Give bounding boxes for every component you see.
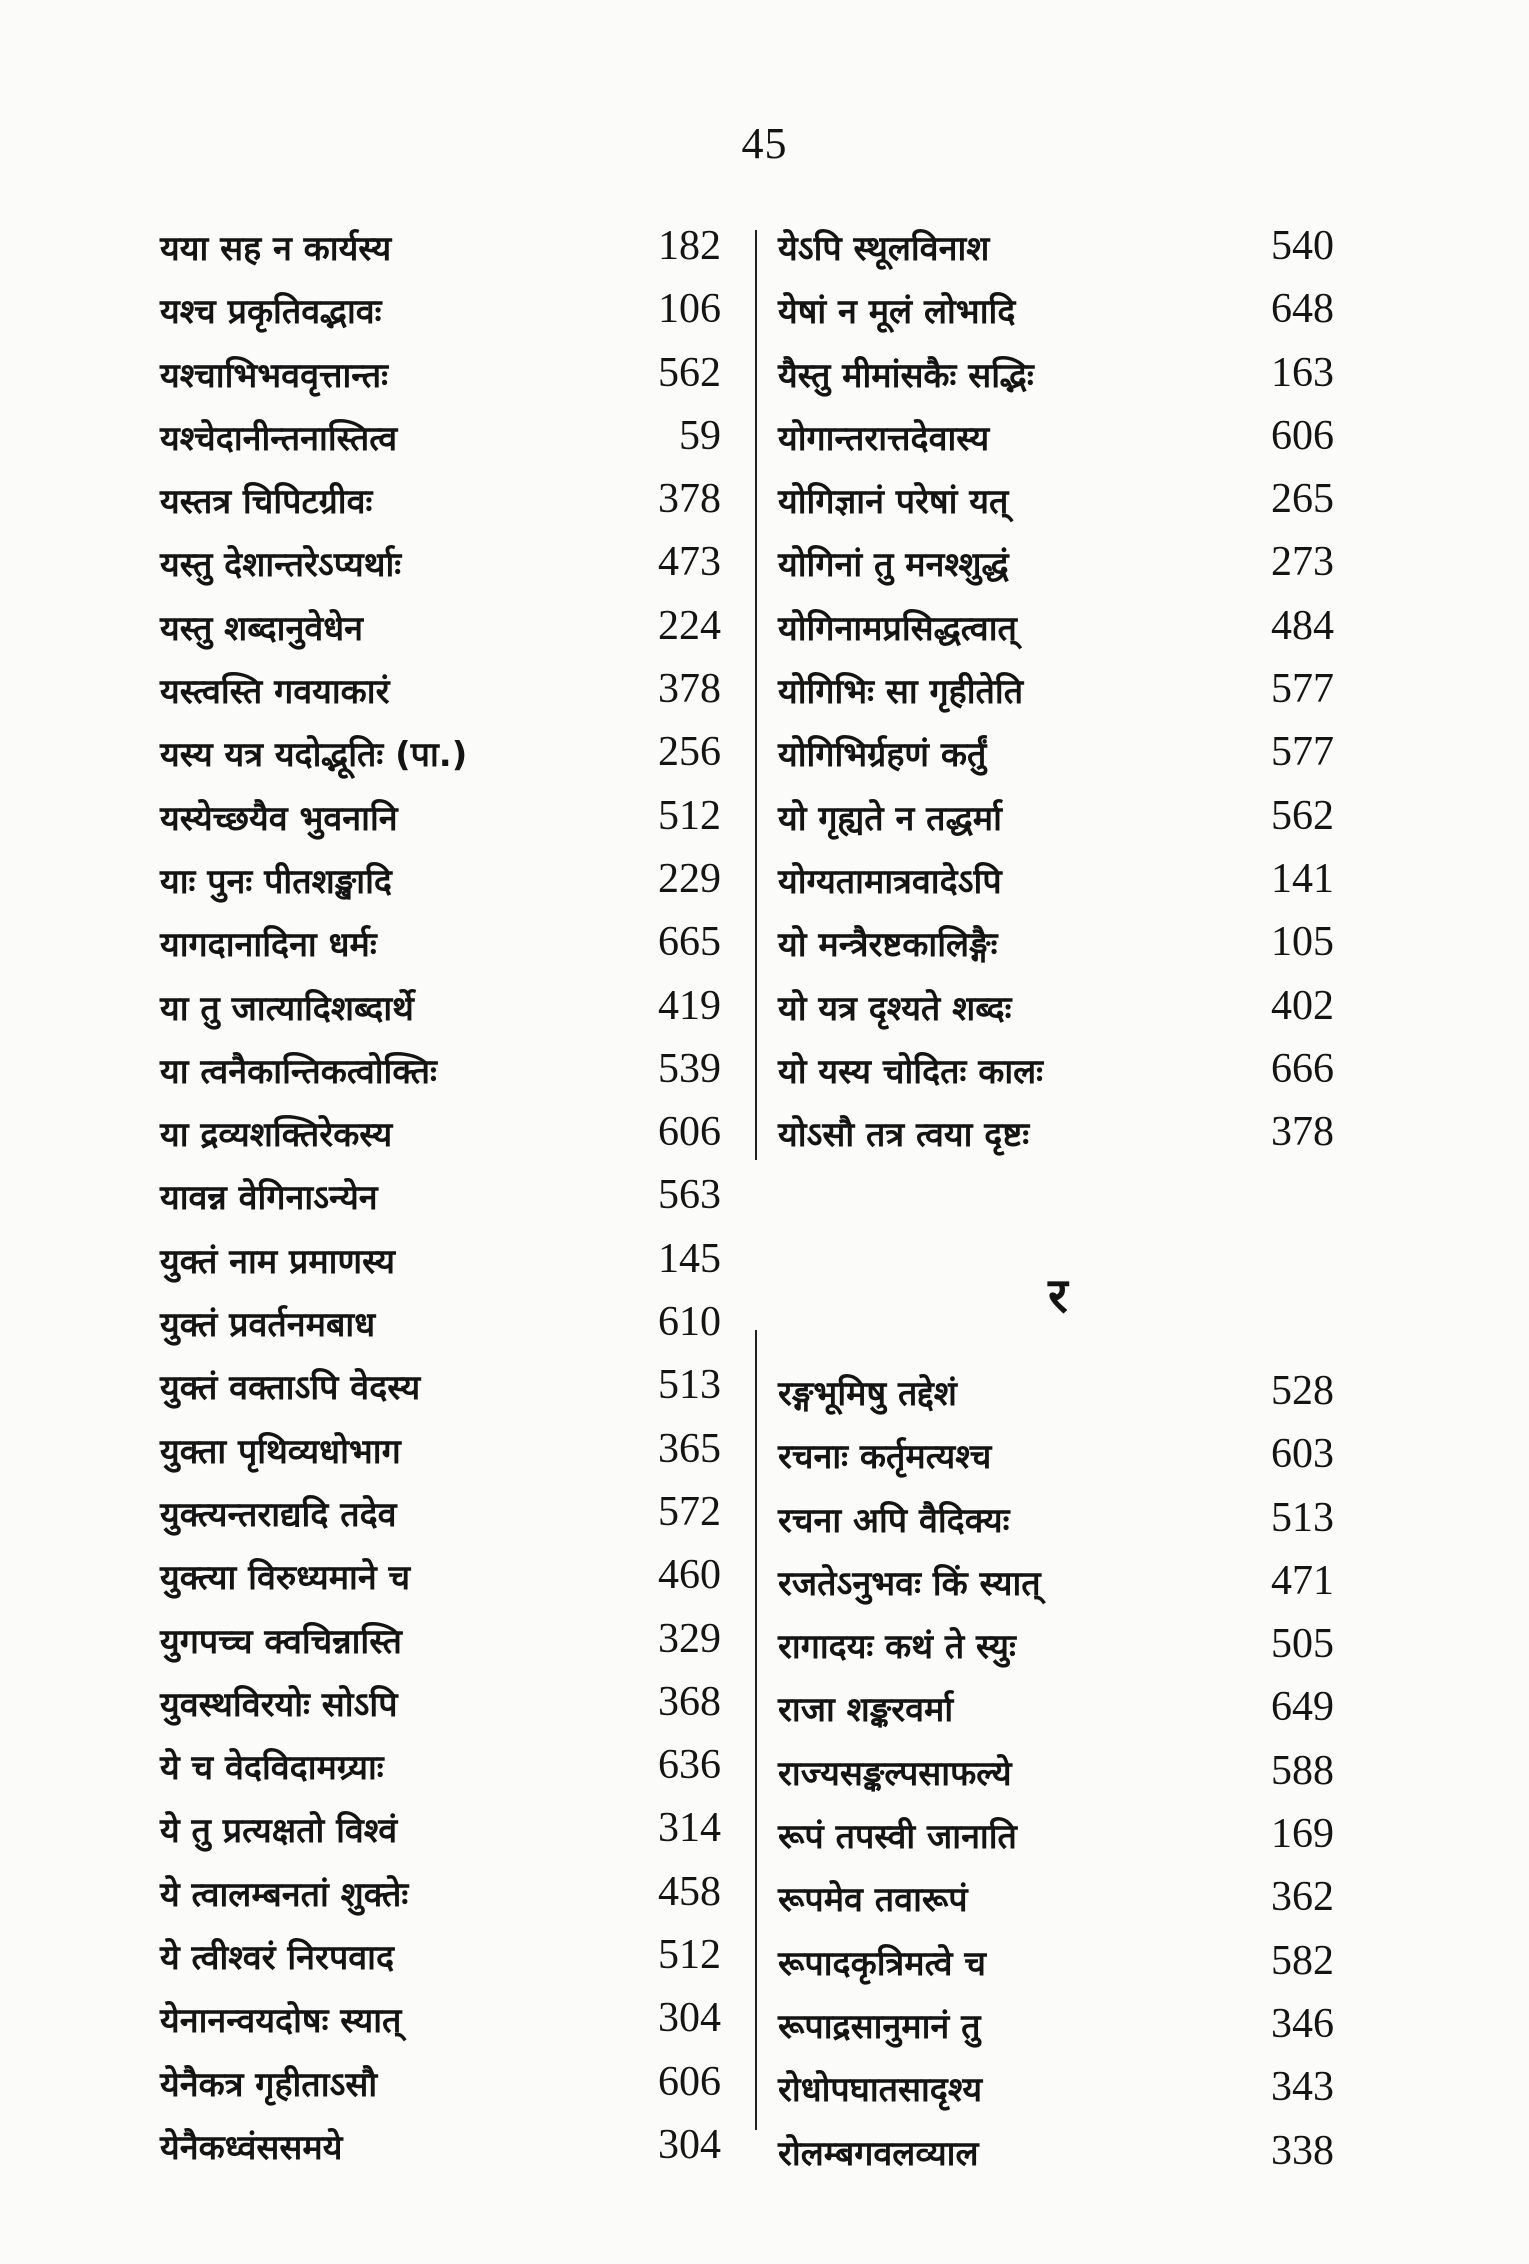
entry-text: योऽसौ तत्र त्वया दृष्टः bbox=[778, 1115, 1030, 1156]
entry-text: यस्येच्छयैव भुवनानि bbox=[160, 798, 398, 839]
index-entry bbox=[160, 1864, 725, 1927]
entry-page-number: 229 bbox=[658, 855, 721, 902]
index-entry bbox=[778, 1363, 1338, 1426]
index-entry bbox=[160, 1484, 725, 1547]
entry-page-number: 182 bbox=[658, 223, 721, 269]
index-entry bbox=[160, 851, 725, 914]
entry-text: या द्रव्यशक्तिरेकस्य bbox=[160, 1115, 393, 1156]
entry-page-number: 582 bbox=[1271, 1937, 1334, 1984]
entry-text: योगिभिः सा गृहीतेति bbox=[778, 672, 1024, 713]
entry-text: योगिनामप्रसिद्धत्वात् bbox=[778, 608, 1017, 649]
index-entry bbox=[778, 1679, 1338, 1742]
entry-text: राजा शङ्करवर्मा bbox=[778, 1690, 954, 1731]
index-entry bbox=[160, 2054, 725, 2117]
index-entry bbox=[778, 851, 1338, 914]
entry-text: येषां न मूलं लोभादि bbox=[778, 292, 1016, 333]
entry-page-number: 528 bbox=[1271, 1368, 1334, 1414]
index-entry bbox=[778, 2059, 1338, 2122]
right-index-column-lower bbox=[778, 1363, 1338, 2186]
entry-page-number: 513 bbox=[658, 1362, 721, 1409]
entry-text: येनैकध्वंससमये bbox=[160, 2127, 343, 2168]
entry-page-number: 365 bbox=[658, 1425, 721, 1472]
entry-text: यस्तत्र चिपिटग्रीवः bbox=[160, 482, 373, 523]
entry-page-number: 362 bbox=[1271, 1874, 1334, 1921]
entry-page-number: 606 bbox=[658, 1109, 721, 1156]
index-entry bbox=[160, 1611, 725, 1674]
index-entry bbox=[778, 281, 1338, 344]
entry-page-number: 562 bbox=[1271, 792, 1334, 839]
entry-page-number: 59 bbox=[679, 412, 721, 459]
index-entry bbox=[778, 1933, 1338, 1996]
index-entry bbox=[778, 1490, 1338, 1553]
entry-text: येऽपि स्थूलविनाश bbox=[778, 229, 990, 269]
entry-page-number: 512 bbox=[658, 1932, 721, 1979]
page-number: 45 bbox=[741, 119, 788, 168]
entry-text: रजतेऽनुभवः किं स्यात् bbox=[778, 1563, 1041, 1604]
entry-page-number: 378 bbox=[1271, 1109, 1334, 1156]
entry-text: या तु जात्यादिशब्दार्थे bbox=[160, 988, 414, 1029]
entry-text: रचना अपि वैदिक्यः bbox=[778, 1500, 1010, 1541]
index-entry bbox=[778, 1041, 1338, 1104]
entry-text: ये तु प्रत्यक्षतो विश्वं bbox=[160, 1811, 398, 1852]
entry-text: यो मन्त्रैरष्टकालिङ्गैः bbox=[778, 925, 998, 966]
entry-page-number: 563 bbox=[658, 1172, 721, 1219]
entry-text: रागादयः कथं ते स्युः bbox=[778, 1627, 1016, 1668]
entry-text: राज्यसङ्कल्पसाफल्ये bbox=[778, 1753, 1012, 1794]
entry-page-number: 304 bbox=[658, 1995, 721, 2042]
index-entry bbox=[778, 471, 1338, 534]
entry-page-number: 273 bbox=[1271, 539, 1334, 586]
entry-page-number: 666 bbox=[1271, 1045, 1334, 1092]
index-entry bbox=[160, 788, 725, 851]
entry-page-number: 256 bbox=[658, 729, 721, 776]
index-entry bbox=[160, 1800, 725, 1863]
entry-text: येनैकत्र गृहीताऽसौ bbox=[160, 2064, 378, 2105]
entry-page-number: 163 bbox=[1271, 349, 1334, 396]
entry-page-number: 105 bbox=[1271, 919, 1334, 966]
entry-page-number: 368 bbox=[658, 1678, 721, 1725]
entry-text: यावन्न वेगिनाऽन्येन bbox=[160, 1178, 378, 1219]
entry-text: ये त्वीश्वरं निरपवाद bbox=[160, 1938, 395, 1979]
entry-page-number: 665 bbox=[658, 919, 721, 966]
index-entry bbox=[160, 281, 725, 344]
entry-text: योगान्तरात्तदेवास्य bbox=[778, 418, 990, 459]
entry-page-number: 603 bbox=[1271, 1431, 1334, 1478]
index-entry bbox=[160, 1041, 725, 1104]
entry-text: यया सह न कार्यस्य bbox=[160, 229, 392, 269]
entry-page-number: 106 bbox=[658, 286, 721, 333]
index-entry bbox=[778, 1806, 1338, 1869]
index-entry bbox=[160, 471, 725, 534]
entry-page-number: 346 bbox=[1271, 2000, 1334, 2047]
entry-text: यस्त्वस्ति गवयाकारं bbox=[160, 672, 390, 713]
index-entry bbox=[160, 534, 725, 597]
entry-page-number: 505 bbox=[1271, 1621, 1334, 1668]
entry-text: यस्तु देशान्तरेऽप्यर्थाः bbox=[160, 545, 402, 586]
column-divider bbox=[755, 1330, 757, 2130]
entry-page-number: 471 bbox=[1271, 1557, 1334, 1604]
entry-page-number: 636 bbox=[658, 1742, 721, 1789]
index-entry bbox=[160, 2117, 725, 2180]
index-entry bbox=[778, 914, 1338, 977]
index-entry bbox=[160, 1674, 725, 1737]
entry-page-number: 304 bbox=[658, 2121, 721, 2168]
index-entry bbox=[160, 1357, 725, 1420]
index-entry bbox=[778, 534, 1338, 597]
index-entry bbox=[160, 1294, 725, 1357]
entry-text: यस्तु शब्दानुवेधेन bbox=[160, 608, 364, 649]
entry-text: योग्यतामात्रवादेऽपि bbox=[778, 861, 1002, 902]
entry-text: यो यत्र दृश्यते शब्दः bbox=[778, 988, 1012, 1029]
entry-text: यश्चेदानीन्तनास्तित्व bbox=[160, 418, 398, 459]
entry-text: याः पुनः पीतशङ्खादि bbox=[160, 861, 392, 902]
index-entry bbox=[160, 1737, 725, 1800]
index-entry bbox=[778, 408, 1338, 471]
index-entry bbox=[778, 1426, 1338, 1489]
entry-page-number: 562 bbox=[658, 349, 721, 396]
entry-text: यैस्तु मीमांसकैः सद्भिः bbox=[778, 355, 1034, 396]
entry-text: युक्तं वक्ताऽपि वेदस्य bbox=[160, 1368, 421, 1409]
entry-text: रूपादकृत्रिमत्वे च bbox=[778, 1943, 986, 1984]
index-entry bbox=[778, 724, 1338, 787]
entry-page-number: 577 bbox=[1271, 729, 1334, 776]
entry-text: रूपमेव तवारूपं bbox=[778, 1880, 968, 1921]
index-entry bbox=[160, 408, 725, 471]
index-entry bbox=[160, 1104, 725, 1167]
right-index-column-upper bbox=[778, 218, 1338, 1167]
entry-text: रूपं तपस्वी जानाति bbox=[778, 1817, 1017, 1858]
entry-page-number: 648 bbox=[1271, 286, 1334, 333]
entry-page-number: 610 bbox=[658, 1299, 721, 1346]
entry-page-number: 224 bbox=[658, 602, 721, 649]
entry-text: या त्वनैकान्तिकत्वोक्तिः bbox=[160, 1051, 437, 1092]
entry-page-number: 572 bbox=[658, 1488, 721, 1535]
entry-text: यस्य यत्र यदोद्भूतिः (पा.) bbox=[160, 735, 468, 776]
index-entry bbox=[160, 218, 725, 281]
entry-page-number: 513 bbox=[1271, 1494, 1334, 1541]
entry-text: योगिज्ञानं परेषां यत् bbox=[778, 482, 1009, 523]
index-entry bbox=[160, 1167, 725, 1230]
index-entry bbox=[778, 345, 1338, 408]
entry-text: युक्ता पृथिव्यधोभाग bbox=[160, 1431, 401, 1472]
entry-text: युवस्थविरयोः सोऽपि bbox=[160, 1684, 398, 1725]
entry-text: युगपच्च क्वचिन्नास्ति bbox=[160, 1621, 402, 1662]
entry-text: योगिनां तु मनश्शुद्धं bbox=[778, 545, 1009, 586]
entry-page-number: 141 bbox=[1271, 855, 1334, 902]
entry-text: रूपाद्रसानुमानं तु bbox=[778, 2006, 981, 2047]
index-entry bbox=[160, 1421, 725, 1484]
entry-page-number: 378 bbox=[658, 476, 721, 523]
entry-text: रोधोपघातसादृश्य bbox=[778, 2070, 983, 2111]
index-entry bbox=[778, 218, 1338, 281]
index-entry bbox=[778, 1553, 1338, 1616]
entry-page-number: 338 bbox=[1271, 2127, 1334, 2174]
index-entry bbox=[778, 978, 1338, 1041]
entry-page-number: 473 bbox=[658, 539, 721, 586]
entry-text: यागदानादिना धर्मः bbox=[160, 925, 377, 966]
index-entry bbox=[160, 978, 725, 1041]
entry-text: रचनाः कर्तृमत्यश्च bbox=[778, 1437, 992, 1478]
index-entry bbox=[160, 661, 725, 724]
index-entry bbox=[778, 1743, 1338, 1806]
entry-page-number: 460 bbox=[658, 1552, 721, 1599]
entry-text: यश्चाभिभववृत्तान्तः bbox=[160, 355, 389, 396]
entry-text: युक्तं प्रवर्तनमबाध bbox=[160, 1305, 376, 1346]
index-entry bbox=[160, 1231, 725, 1294]
entry-text: यश्च प्रकृतिवद्भावः bbox=[160, 292, 382, 333]
entry-text: येनानन्वयदोषः स्यात् bbox=[160, 2001, 402, 2042]
entry-text: युक्त्या विरुध्यमाने च bbox=[160, 1558, 411, 1599]
index-entry bbox=[778, 1996, 1338, 2059]
index-entry bbox=[160, 724, 725, 787]
entry-page-number: 419 bbox=[658, 982, 721, 1029]
entry-page-number: 329 bbox=[658, 1615, 721, 1662]
entry-text: रङ्गभूमिषु तद्देशं bbox=[778, 1374, 957, 1414]
index-entry bbox=[778, 788, 1338, 851]
section-letter-heading: र bbox=[1048, 1268, 1068, 1324]
left-index-column bbox=[160, 218, 725, 2180]
index-entry bbox=[160, 1927, 725, 1990]
index-entry bbox=[160, 598, 725, 661]
column-divider bbox=[755, 230, 757, 1160]
entry-page-number: 540 bbox=[1271, 223, 1334, 269]
index-entry bbox=[160, 914, 725, 977]
entry-text: यो यस्य चोदितः कालः bbox=[778, 1051, 1044, 1092]
index-entry bbox=[160, 345, 725, 408]
entry-page-number: 484 bbox=[1271, 602, 1334, 649]
entry-page-number: 314 bbox=[658, 1805, 721, 1852]
entry-page-number: 402 bbox=[1271, 982, 1334, 1029]
index-entry bbox=[778, 661, 1338, 724]
entry-page-number: 145 bbox=[658, 1235, 721, 1282]
index-entry bbox=[160, 1547, 725, 1610]
entry-text: रोलम्बगवलव्याल bbox=[778, 2133, 979, 2174]
entry-page-number: 588 bbox=[1271, 1747, 1334, 1794]
entry-text: ये त्वालम्बनतां शुक्तेः bbox=[160, 1874, 409, 1915]
entry-page-number: 606 bbox=[1271, 412, 1334, 459]
entry-page-number: 649 bbox=[1271, 1684, 1334, 1731]
entry-text: यो गृह्यते न तद्धर्मा bbox=[778, 798, 1002, 839]
index-entry bbox=[778, 1869, 1338, 1932]
index-entry bbox=[778, 2123, 1338, 2186]
entry-text: ये च वेदविदामग्र्याः bbox=[160, 1748, 384, 1789]
entry-page-number: 577 bbox=[1271, 666, 1334, 713]
entry-page-number: 378 bbox=[658, 666, 721, 713]
entry-page-number: 458 bbox=[658, 1868, 721, 1915]
entry-page-number: 343 bbox=[1271, 2064, 1334, 2111]
index-entry bbox=[778, 1616, 1338, 1679]
entry-page-number: 539 bbox=[658, 1045, 721, 1092]
entry-text: योगिभिर्ग्रहणं कर्तुं bbox=[778, 735, 987, 776]
index-entry bbox=[160, 1990, 725, 2053]
index-entry bbox=[778, 1104, 1338, 1167]
entry-page-number: 512 bbox=[658, 792, 721, 839]
entry-page-number: 169 bbox=[1271, 1811, 1334, 1858]
entry-text: युक्त्यन्तराद्यदि तदेव bbox=[160, 1494, 397, 1535]
entry-text: युक्तं नाम प्रमाणस्य bbox=[160, 1241, 396, 1282]
entry-page-number: 265 bbox=[1271, 476, 1334, 523]
index-entry bbox=[778, 598, 1338, 661]
entry-page-number: 606 bbox=[658, 2058, 721, 2105]
